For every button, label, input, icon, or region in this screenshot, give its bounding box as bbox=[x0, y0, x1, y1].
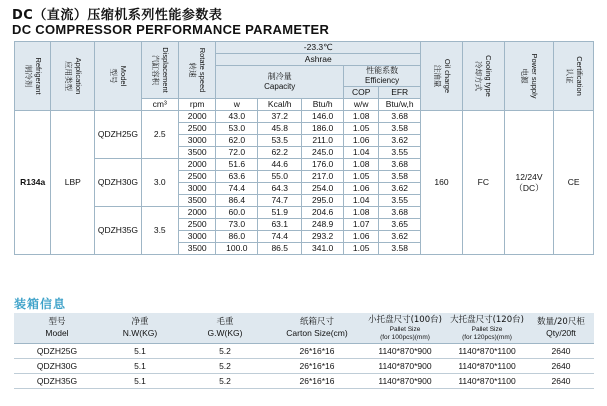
unit-displacement: cm³ bbox=[141, 99, 178, 111]
pack-nw-cell: 5.1 bbox=[100, 344, 180, 359]
power-supply-type: （DC） bbox=[514, 182, 544, 193]
model-cell: QDZH35G bbox=[95, 207, 141, 255]
pack-big-cell: 1140*870*1100 bbox=[446, 359, 528, 374]
power-supply-voltage: 12/24V bbox=[515, 171, 543, 182]
kcal-cell: 86.5 bbox=[258, 243, 302, 255]
cooling-type-header: Cooling type 冷却方式 bbox=[462, 42, 504, 111]
kcal-cell: 55.0 bbox=[258, 171, 302, 183]
model-cell: QDZH25G bbox=[95, 111, 141, 159]
kcal-cell: 51.9 bbox=[258, 207, 302, 219]
efr-cell: 3.55 bbox=[379, 147, 421, 159]
kcal-cell: 74.4 bbox=[258, 231, 302, 243]
cop-cell: 1.08 bbox=[344, 207, 379, 219]
btu-cell: 146.0 bbox=[302, 111, 344, 123]
rpm-cell: 2500 bbox=[178, 171, 215, 183]
btu-cell: 248.9 bbox=[302, 219, 344, 231]
pack-carton-cell: 26*16*16 bbox=[270, 344, 364, 359]
rpm-cell: 3000 bbox=[178, 231, 215, 243]
rpm-cell: 3500 bbox=[178, 243, 215, 255]
efr-cell: 3.62 bbox=[379, 231, 421, 243]
btu-cell: 204.6 bbox=[302, 207, 344, 219]
w-cell: 63.6 bbox=[216, 171, 258, 183]
pack-gw-cell: 5.2 bbox=[180, 374, 270, 389]
cop-cell: 1.04 bbox=[344, 147, 379, 159]
efr-header: EFR bbox=[379, 87, 421, 99]
w-cell: 51.6 bbox=[216, 159, 258, 171]
rpm-cell: 3500 bbox=[178, 147, 215, 159]
kcal-cell: 62.2 bbox=[258, 147, 302, 159]
rpm-cell: 2000 bbox=[178, 159, 215, 171]
efr-cell: 3.65 bbox=[379, 219, 421, 231]
pack-carton-cell: 26*16*16 bbox=[270, 374, 364, 389]
cop-cell: 1.06 bbox=[344, 183, 379, 195]
btu-cell: 211.0 bbox=[302, 135, 344, 147]
displacement-header: Displacement 汽缸容积 bbox=[141, 42, 178, 99]
efr-cell: 3.68 bbox=[379, 207, 421, 219]
efr-cell: 3.68 bbox=[379, 159, 421, 171]
packing-title: 装箱信息 bbox=[14, 297, 67, 311]
cop-cell: 1.05 bbox=[344, 171, 379, 183]
pack-qty-cell: 2640 bbox=[528, 359, 594, 374]
efr-cell: 3.68 bbox=[379, 111, 421, 123]
pack-nw-header: 净重 N.W(KG) bbox=[100, 313, 180, 344]
packing-table bbox=[14, 313, 594, 389]
pack-small-cell: 1140*870*900 bbox=[364, 359, 446, 374]
cop-cell: 1.07 bbox=[344, 219, 379, 231]
oil-charge-cell: 160 bbox=[421, 111, 463, 255]
pack-nw-cell: 5.1 bbox=[100, 374, 180, 389]
refrigerant-cell: R134a bbox=[15, 111, 51, 255]
btu-cell: 245.0 bbox=[302, 147, 344, 159]
oil-charge-header: Oil charge 注油量 bbox=[421, 42, 463, 111]
table-row bbox=[15, 111, 594, 123]
efr-cell: 3.58 bbox=[379, 123, 421, 135]
kcal-cell: 74.7 bbox=[258, 195, 302, 207]
w-cell: 100.0 bbox=[216, 243, 258, 255]
displacement-cell: 3.0 bbox=[141, 159, 178, 207]
pack-big-cell: 1140*870*1100 bbox=[446, 374, 528, 389]
kcal-cell: 44.6 bbox=[258, 159, 302, 171]
unit-cop: w/w bbox=[344, 99, 379, 111]
unit-rpm: rpm bbox=[178, 99, 215, 111]
kcal-cell: 64.3 bbox=[258, 183, 302, 195]
table-row bbox=[14, 359, 594, 374]
btu-cell: 254.0 bbox=[302, 183, 344, 195]
cop-cell: 1.08 bbox=[344, 159, 379, 171]
efr-cell: 3.62 bbox=[379, 183, 421, 195]
power-supply-header: Power supply 电源 bbox=[504, 42, 554, 111]
unit-w: w bbox=[216, 99, 258, 111]
refrigerant-header: Refrigerant 制冷剂 bbox=[15, 42, 51, 111]
cop-cell: 1.06 bbox=[344, 135, 379, 147]
capacity-header: 制冷量 Capacity bbox=[216, 66, 344, 99]
unit-efr: Btu/w,h bbox=[379, 99, 421, 111]
w-cell: 86.0 bbox=[216, 231, 258, 243]
kcal-cell: 53.5 bbox=[258, 135, 302, 147]
pack-big-pallet-header: 大托盘尺寸(120台) Pallet Size (for 120pcs)(mm) bbox=[446, 313, 528, 344]
rotate-speed-header: Rotate speed 转速 bbox=[178, 42, 215, 99]
efficiency-header: 性能系数 Efficiency bbox=[344, 66, 421, 87]
performance-table bbox=[14, 41, 594, 255]
rpm-cell: 3000 bbox=[178, 183, 215, 195]
btu-cell: 341.0 bbox=[302, 243, 344, 255]
rpm-cell: 3000 bbox=[178, 135, 215, 147]
pack-qty-cell: 2640 bbox=[528, 344, 594, 359]
w-cell: 86.4 bbox=[216, 195, 258, 207]
application-cell: LBP bbox=[51, 111, 95, 255]
pack-model-header: 型号 Model bbox=[14, 313, 100, 344]
kcal-cell: 45.8 bbox=[258, 123, 302, 135]
btu-cell: 186.0 bbox=[302, 123, 344, 135]
pack-model-cell: QDZH35G bbox=[14, 374, 100, 389]
unit-btu: Btu/h bbox=[302, 99, 344, 111]
efr-cell: 3.62 bbox=[379, 135, 421, 147]
pack-gw-cell: 5.2 bbox=[180, 359, 270, 374]
kcal-cell: 63.1 bbox=[258, 219, 302, 231]
pack-nw-cell: 5.1 bbox=[100, 359, 180, 374]
pack-model-cell: QDZH30G bbox=[14, 359, 100, 374]
w-cell: 53.0 bbox=[216, 123, 258, 135]
certification-header: Certification 认证 bbox=[554, 42, 594, 111]
pack-big-cell: 1140*870*1100 bbox=[446, 344, 528, 359]
rpm-cell: 3500 bbox=[178, 195, 215, 207]
pack-qty-cell: 2640 bbox=[528, 374, 594, 389]
rpm-cell: 2500 bbox=[178, 123, 215, 135]
pack-carton-header: 纸箱尺寸 Carton Size(cm) bbox=[270, 313, 364, 344]
certification-cell: CE bbox=[554, 111, 594, 255]
w-cell: 62.0 bbox=[216, 135, 258, 147]
pack-carton-cell: 26*16*16 bbox=[270, 359, 364, 374]
btu-cell: 176.0 bbox=[302, 159, 344, 171]
page-title-en: DC COMPRESSOR PERFORMANCE PARAMETER bbox=[12, 22, 330, 37]
pack-small-cell: 1140*870*900 bbox=[364, 374, 446, 389]
rpm-cell: 2000 bbox=[178, 207, 215, 219]
w-cell: 74.4 bbox=[216, 183, 258, 195]
pack-small-cell: 1140*870*900 bbox=[364, 344, 446, 359]
rpm-cell: 2000 bbox=[178, 111, 215, 123]
btu-cell: 217.0 bbox=[302, 171, 344, 183]
cop-cell: 1.05 bbox=[344, 243, 379, 255]
w-cell: 73.0 bbox=[216, 219, 258, 231]
w-cell: 72.0 bbox=[216, 147, 258, 159]
cop-header: COP bbox=[344, 87, 379, 99]
power-supply-cell bbox=[504, 111, 554, 255]
cop-cell: 1.05 bbox=[344, 123, 379, 135]
cop-cell: 1.04 bbox=[344, 195, 379, 207]
w-cell: 60.0 bbox=[216, 207, 258, 219]
efr-cell: 3.55 bbox=[379, 195, 421, 207]
pack-qty-header: 数量/20尺柜 Qty/20ft bbox=[528, 313, 594, 344]
pack-gw-header: 毛重 G.W(KG) bbox=[180, 313, 270, 344]
page-title-cn: DC（直流）压缩机系列性能参数表 bbox=[12, 8, 223, 23]
cooling-type-cell: FC bbox=[462, 111, 504, 255]
table-row bbox=[14, 344, 594, 359]
standard-header: Ashrae bbox=[216, 54, 421, 66]
displacement-cell: 3.5 bbox=[141, 207, 178, 255]
efr-cell: 3.58 bbox=[379, 171, 421, 183]
efr-cell: 3.58 bbox=[379, 243, 421, 255]
model-header: Model 型号 bbox=[95, 42, 141, 111]
btu-cell: 295.0 bbox=[302, 195, 344, 207]
displacement-cell: 2.5 bbox=[141, 111, 178, 159]
cop-cell: 1.08 bbox=[344, 111, 379, 123]
unit-kcal: Kcal/h bbox=[258, 99, 302, 111]
btu-cell: 293.2 bbox=[302, 231, 344, 243]
model-cell: QDZH30G bbox=[95, 159, 141, 207]
pack-small-pallet-header: 小托盘尺寸(100台) Pallet Size (for 100pcs)(mm) bbox=[364, 313, 446, 344]
kcal-cell: 37.2 bbox=[258, 111, 302, 123]
condition-header: -23.3℃ bbox=[216, 42, 421, 54]
w-cell: 43.0 bbox=[216, 111, 258, 123]
application-header: Application 应用类型 bbox=[51, 42, 95, 111]
table-row bbox=[14, 374, 594, 389]
cop-cell: 1.06 bbox=[344, 231, 379, 243]
pack-model-cell: QDZH25G bbox=[14, 344, 100, 359]
pack-gw-cell: 5.2 bbox=[180, 344, 270, 359]
rpm-cell: 2500 bbox=[178, 219, 215, 231]
